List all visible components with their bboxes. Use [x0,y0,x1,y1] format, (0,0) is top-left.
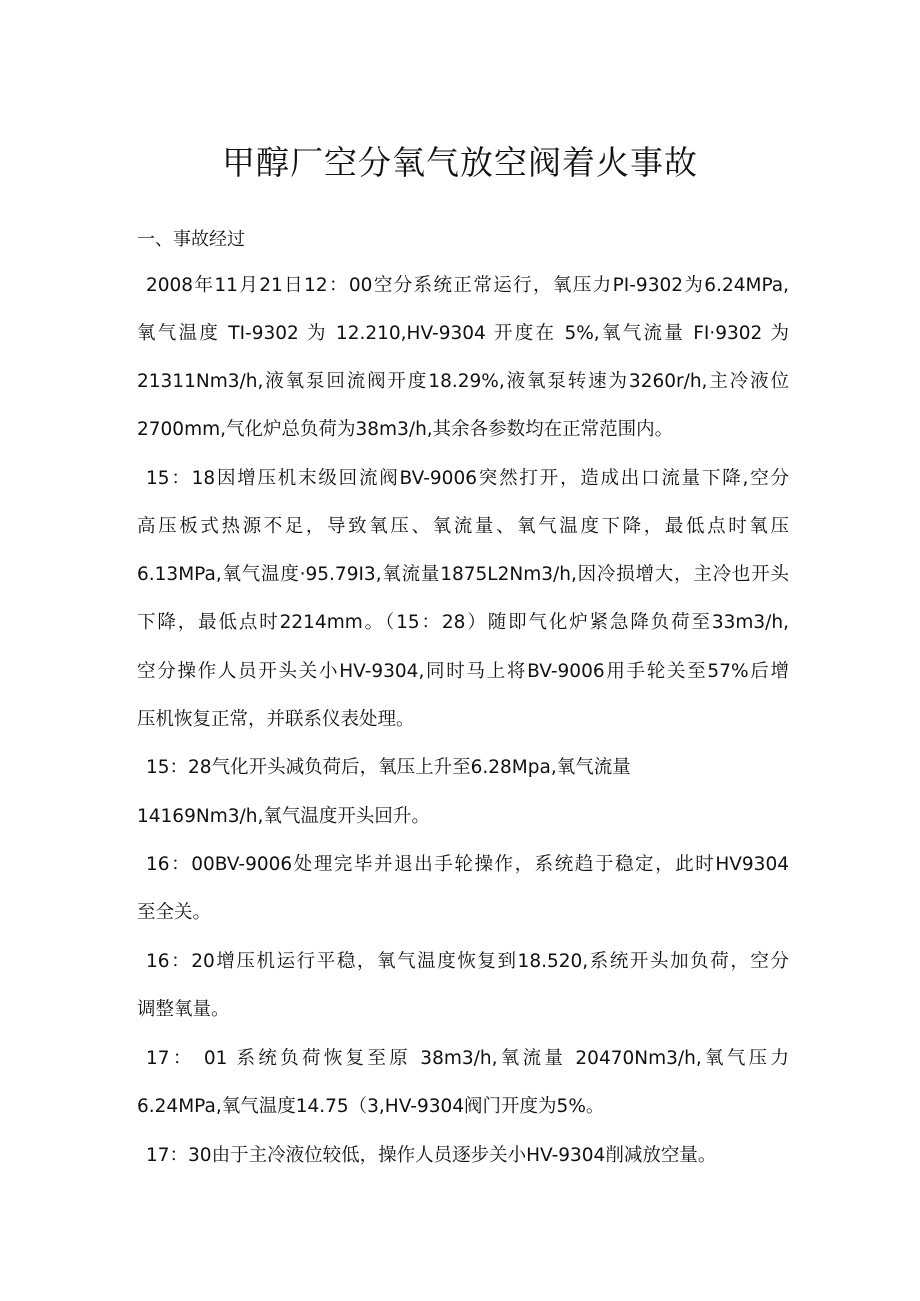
paragraph-line: 17：30由于主冷液位较低，操作人员逐步关小HV-9304削减放空量。 [146,1145,717,1166]
paragraph-line: 2700mm,气化炉总负荷为38m3/h,其余各参数均在正常范围内。 [137,419,674,440]
paragraph-line: 6.13MPa,氧气温度·95.79I3,氧流量1875L2Nm3/h,因冷损增大，主冷也开头 [137,564,789,585]
paragraph-line: 16：00BV-9006处理完毕并退出手轮操作，系统趋于稳定，此时HV9304 [146,854,789,875]
paragraph-line: 下降，最低点时2214mm。（15：28）随即气化炉紧急降负荷至33m3/h, [137,612,789,633]
paragraph-line: 17： 01 系统负荷恢复至原 38m3/h,氧流量 20470Nm3/h,氧气压力 [146,1048,789,1069]
paragraph-line: 15：28气化开头减负荷后，氧压上升至6.28Mpa,氧气流量 [146,757,631,778]
paragraph-line: 2008年11月21日12：00空分系统正常运行，氧压力PI-9302为6.24MPa, [146,275,789,296]
paragraph-line: 至全关。 [137,902,212,923]
paragraph-line: 14169Nm3/h,氧气温度开头回升。 [137,806,430,827]
paragraph-line: 氧气温度 TI-9302 为 12.210,HV-9304 开度在 5%,氧气流量 FI·9302 为 [137,323,789,344]
paragraph-line: 21311Nm3/h,液氧泵回流阀开度18.29%,液氧泵转速为3260r/h,主冷液位 [137,371,789,392]
paragraph-line: 压机恢复正常，并联系仪表处理。 [137,709,415,730]
section-heading: 一、事故经过 [137,229,245,250]
paragraph-line: 15：18因增压机末级回流阀BV-9006突然打开，造成出口流量下降,空分 [146,468,789,489]
paragraph-line: 调整氧量。 [137,999,230,1020]
paragraph-line: 空分操作人员开头关小HV-9304,同时马上将BV-9006用手轮关至57%后增 [137,661,789,682]
document-title: 甲醇厂空分氧气放空阀着火事故 [222,143,698,182]
paragraph-line: 6.24MPa,氧气温度14.75（3,HV-9304阀门开度为5%。 [137,1096,605,1117]
paragraph-line: 16：20增压机运行平稳，氧气温度恢复到18.520,系统开头加负荷，空分 [146,951,789,972]
paragraph-line: 高压板式热源不足，导致氧压、氧流量、氧气温度下降，最低点时氧压 [137,516,789,537]
